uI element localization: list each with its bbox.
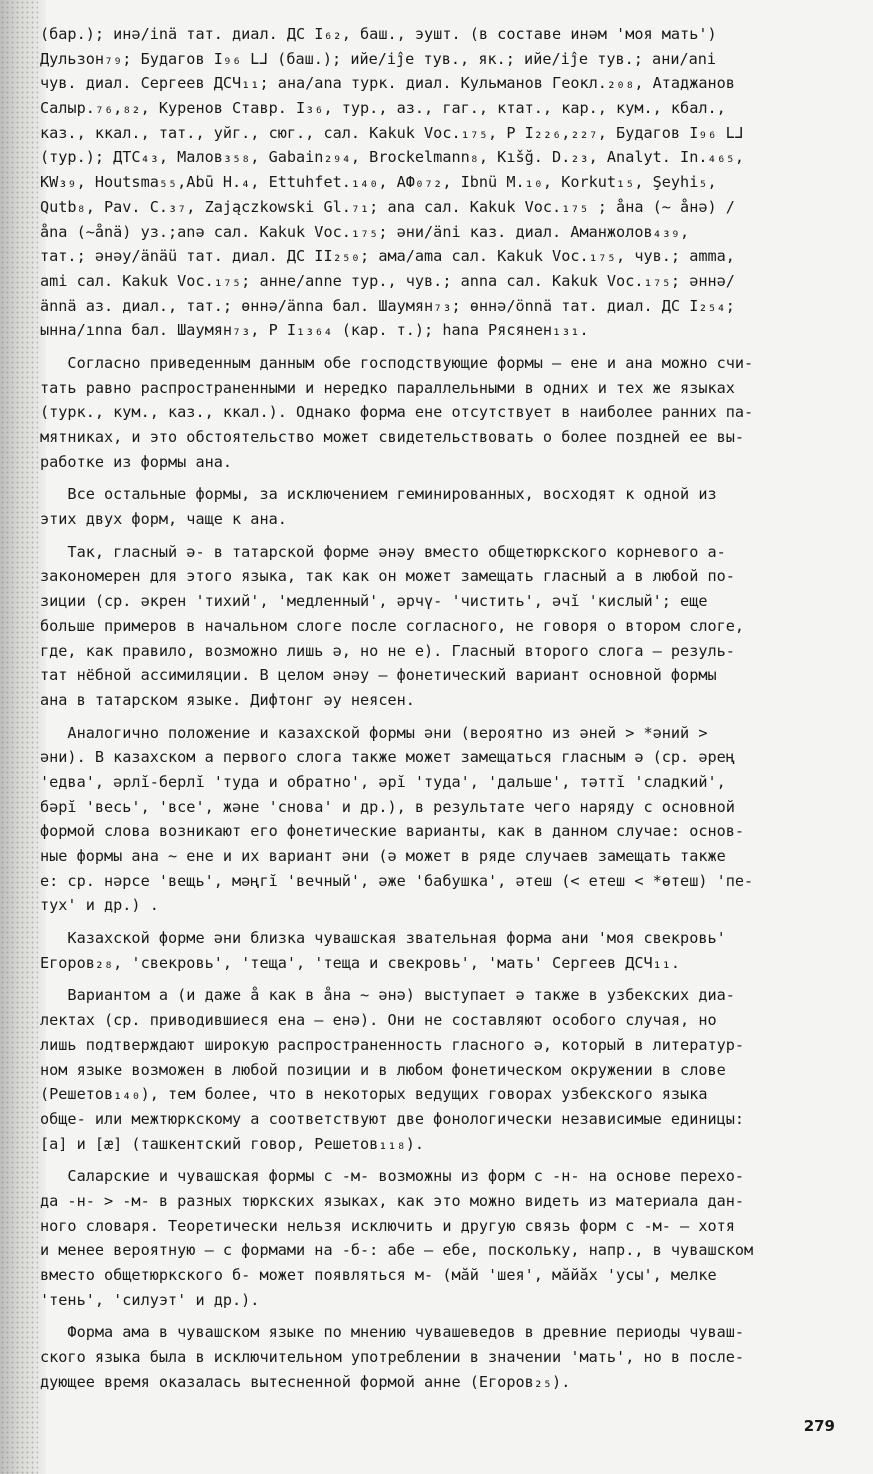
text-line: Дульзон₇₉; Будагов I₉₆ ᒪᒧ (баш.); ийе/iĵe тув., як.; ийе/iĵe тув.; ани/ani — [40, 49, 717, 68]
paragraph-gap — [40, 918, 862, 926]
paragraph — [40, 351, 862, 474]
paragraph-gap — [40, 713, 862, 721]
text-line: (тур.); ДТС₄₃, Малов₃₅₈, Gabain₂₉₄, Brockelmann₈, Kıšğ. D.₂₃, Analyt. In.₄₆₅, — [40, 148, 745, 167]
text-line: дующее время оказалась вытесненной формой анне (Егоров₂₅). — [40, 1372, 571, 1391]
text-line: закономерен для этого языка, так как он может замещать гласный а в любой по- — [40, 567, 735, 586]
scan-noise — [0, 0, 38, 1474]
text-line: где, как правило, возможно лишь ə, но не е). Гласный второго слога – резуль- — [40, 641, 735, 660]
text-line: лишь подтверждают широкую распространенность гласного ə, который в литератур- — [40, 1035, 745, 1054]
text-line: ынна/ınna бал. Шаумян₇₃, Р I₁₃₆₄ (кар. т.); hana Рясянен₁₃₁. — [40, 321, 589, 340]
text-line: əни). В казахском а первого слога также может замещаться гласным ə (ср. əрең — [40, 748, 735, 767]
text-line: этих двух форм, чаще к ана. — [40, 510, 287, 529]
text-line: тат.; əнəу/änäü тат. диал. ДС II₂₅₀; ама/ama сал. Kakuk Voc.₁₇₅, чув.; amma, — [40, 247, 735, 266]
text-line: тать равно распространенными и нередко параллельными в одних и тех же языках — [40, 378, 735, 397]
text-line: ami сал. Kakuk Voc.₁₇₅; анне/anne тур., чув.; anna сал. Kakuk Voc.₁₇₅; əннə/ — [40, 271, 735, 290]
text-line: ännä аз. диал., тат.; өннə/änna бал. Шаумян₇₃; өннə/önnä тат. диал. ДС I₂₅₄; — [40, 296, 735, 315]
text-line: 'едва', əрлĭ-берлĭ 'туда и обратно', əрĭ 'туда', 'дальше', тəттĭ 'сладкий', — [40, 772, 726, 791]
paragraph-gap — [40, 1312, 862, 1320]
text-line: е: ср. нəрсе 'вещь', мəңгĭ 'вечный', əже 'бабушка', əтеш (< етеш < *өтеш) 'пе- — [40, 871, 754, 890]
paragraph-gap — [40, 1156, 862, 1164]
text-line: вместо общетюркского б- может появляться м- (мăй 'шея', мăйăх 'усы', мелке — [40, 1266, 717, 1284]
text-line: Так, гласный ə- в татарской форме əнəу вместо общетюркского корневого а- — [40, 542, 726, 561]
text-line: формой слова возникают его фонетические варианты, как в данном случае: основ- — [40, 822, 745, 841]
paragraph-gap — [40, 474, 862, 482]
text-line: да -н- > -м- в разных тюркских языках, как это можно видеть из материала дан- — [40, 1191, 745, 1210]
text-line: чув. диал. Сергеев ДСЧ₁₁; ана/ana турк. диал. Кульманов Геокл.₂₀₈, Атаджанов — [40, 74, 735, 93]
paragraph — [40, 926, 862, 975]
text-line: зиции (ср. əкрен 'тихий', 'медленный', əрчү- 'чистить', əчĭ 'кислый'; еще — [40, 592, 708, 611]
text-line: лектах (ср. приводившиеся ена – енə). Они не составляют особого случая, но — [40, 1011, 717, 1030]
text-line: и менее вероятную – с формами на -б-: абе – ебе, поскольку, напр., в чувашском — [40, 1241, 754, 1260]
paragraph — [40, 22, 862, 343]
text-line: каз., ккал., тат., уйг., сюг., сал. Kakuk Voc.₁₇₅, Р I₂₂₆,₂₂₇, Будагов I₉₆ ᒪᒧ — [40, 123, 744, 142]
paragraph — [40, 482, 862, 531]
text-line: больше примеров в начальном слоге после согласного, не говоря о втором слоге, — [40, 616, 745, 635]
text-line: Егоров₂₈, 'свекровь', 'теща', 'теща и свекровь', 'мать' Сергеев ДСЧ₁₁. — [40, 953, 681, 972]
text-line: ского языка была в исключительном употреблении в значении 'мать', но в после- — [40, 1348, 745, 1367]
text-line: Qutb₈, Pav. C.₃₇, Zajączkowski Gl.₇₁; ana сал. Kakuk Voc.₁₇₅ ; åна (~ åнə) / — [40, 197, 735, 216]
text-line: (турк., кум., каз., ккал.). Однако форма ене отсутствует в наиболее ранних па- — [40, 403, 754, 422]
text-line: тат нёбной ассимиляции. В целом əнəу – фонетический вариант основной формы — [40, 666, 717, 685]
text-line: åna (~ånä) уз.;anə сал. Kakuk Voc.₁₇₅; əни/äni каз. диал. Аманжолов₄₃₉, — [40, 222, 690, 241]
paragraph — [40, 540, 862, 713]
paragraph — [40, 721, 862, 919]
text-line: [а] и [æ] (ташкентский говор, Решетов₁₁₈). — [40, 1134, 425, 1153]
page-body — [40, 22, 862, 1394]
text-line: ного словаря. Теоретически нельзя исключить и другую связь форм с -м- – хотя — [40, 1216, 735, 1235]
text-line: 'тень', 'силуэт' и др.). — [40, 1290, 260, 1309]
paragraph — [40, 1164, 862, 1312]
paragraph — [40, 1320, 862, 1394]
text-line: Аналогично положение и казахской формы əни (вероятно из əней > *əний > — [40, 723, 708, 742]
text-line: тух' и др.) . — [40, 896, 159, 915]
text-line: ном языке возможен в любой позиции и в любом фонетическом окружении в слове — [40, 1060, 726, 1079]
text-line: (бар.); инә/inä тат. диал. ДС I₆₂, баш., эушт. (в составе инәм 'моя мать') — [40, 25, 717, 43]
text-line: мятниках, и это обстоятельство может свидетельствовать о более поздней ее вы- — [40, 428, 745, 446]
text-line: Салыр.₇₆,₈₂, Куренов Ставр. I₃₆, тур., аз., гаг., ктат., кар., кум., кбал., — [40, 99, 726, 118]
text-line: Вариантом а (и даже å как в åна ~ əнə) выступает ə также в узбекских диа- — [40, 986, 735, 1005]
text-line: ана в татарском языке. Дифтонг əу неясен. — [40, 690, 415, 709]
text-line: Саларские и чувашская формы с -м- возможны из форм с -н- на основе перехо- — [40, 1167, 745, 1186]
paragraph-gap — [40, 532, 862, 540]
text-line: (Решетов₁₄₀), тем более, что в некоторых ведущих говорах узбекского языка — [40, 1085, 708, 1104]
text-line: Форма ама в чувашском языке по мнению чувашеведов в древние периоды чуваш- — [40, 1323, 745, 1342]
text-line: KW₃₉, Houtsma₅₅,Abū H.₄, Ettuhfet.₁₄₀, АФ₀₇₂, Ibnü M.₁₀, Korkut₁₅, Şeyhi₅, — [40, 173, 717, 192]
text-line: обще- или межтюркскому а соответствуют две фонологически независимые единицы: — [40, 1109, 745, 1128]
page-number: 279 — [803, 1417, 835, 1435]
text-line: Казахской форме əни близка чувашская звательная форма ани 'моя свекровь' — [40, 929, 726, 948]
paragraph-gap — [40, 343, 862, 351]
paragraph-gap — [40, 975, 862, 983]
text-line: бəрĭ 'весь', 'все', жəне 'снова' и др.), в результате чего наряду с основной — [40, 797, 735, 816]
text-line: работке из формы ана. — [40, 452, 233, 471]
text-line: ные формы ана ~ ене и их вариант əни (ə может в ряде случаев замещать также — [40, 847, 726, 865]
text-line: Согласно приведенным данным обе господствующие формы – ене и ана можно счи- — [40, 353, 754, 372]
paragraph — [40, 983, 862, 1156]
text-line: Все остальные формы, за исключением геминированных, восходят к одной из — [40, 485, 717, 504]
